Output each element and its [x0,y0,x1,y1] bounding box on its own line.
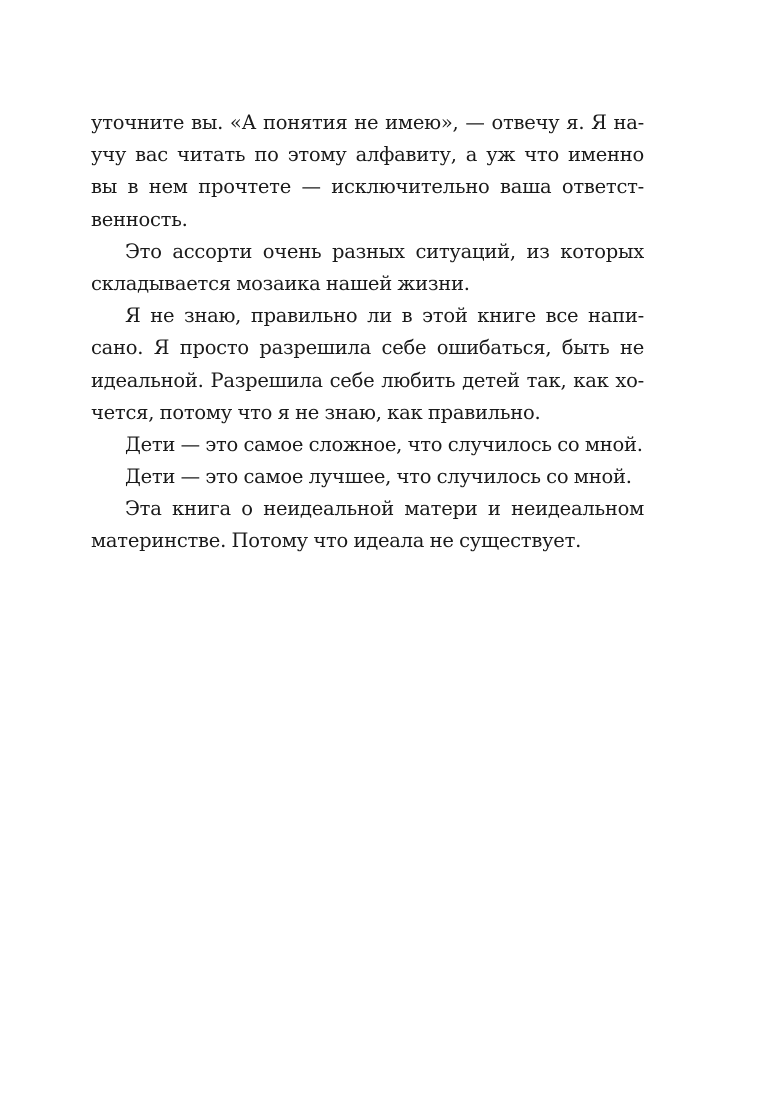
text-line: идеальной. Разрешила себе любить детей так, как хо- [91,368,644,392]
text-line: Дети — это самое лучшее, что случилось со мной. [125,465,632,489]
body-text [91,107,644,558]
text-line: сано. Я просто разрешила себе ошибаться, быть не [91,336,644,360]
text-line: складывается мозаика нашей жизни. [91,271,470,295]
text-line: Я не знаю, правильно ли в этой книге все напи- [125,304,644,328]
text-line: уточните вы. «А понятия не имею», — отвечу я. Я на- [91,111,644,134]
text-line: чется, потому что я не знаю, как правильно. [91,400,541,424]
text-line: Эта книга о неидеальной матери и неидеальном [125,497,644,521]
text-line: учу вас читать по этому алфавиту, а уж что именно [91,143,644,167]
text-line: Дети — это самое сложное, что случилось со мной. [125,432,643,456]
text-line: материнстве. Потому что идеала не существует. [91,529,582,553]
text-line: вы в нем прочтете — исключительно ваша ответст- [91,175,644,199]
text-line: Это ассорти очень разных ситуаций, из которых [125,239,644,263]
text-line: венность. [91,207,188,231]
